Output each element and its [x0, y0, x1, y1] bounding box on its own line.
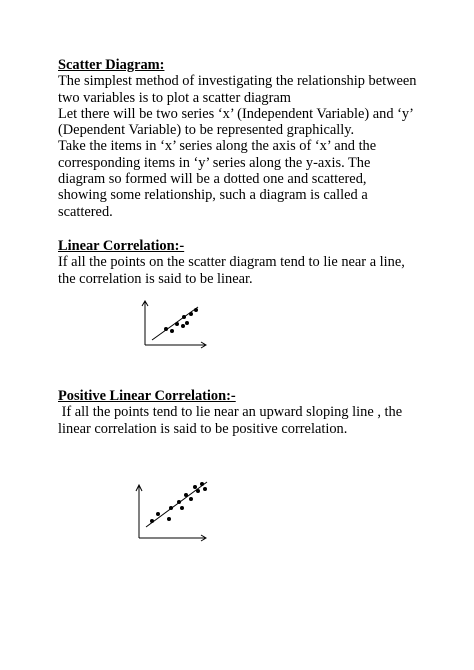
paragraph-line: Take the items in ‘x’ series along the axis of ‘x’ and the	[58, 138, 377, 155]
scatter-diagram-section	[58, 57, 458, 220]
data-point	[150, 519, 154, 523]
data-point	[177, 500, 181, 504]
data-point	[169, 506, 173, 510]
data-point	[189, 497, 193, 501]
data-point	[194, 308, 198, 312]
paragraph-line: The simplest method of investigating the relationship between	[58, 73, 417, 90]
paragraph-line: the correlation is said to be linear.	[58, 270, 253, 287]
paragraph-line: If all the points tend to lie near an upward sloping line , the	[58, 404, 403, 421]
data-point	[175, 322, 179, 326]
paragraph-line: showing some relationship, such a diagram is called a	[58, 187, 368, 204]
data-point	[200, 482, 204, 486]
trend-line	[146, 482, 207, 527]
data-point	[181, 324, 185, 328]
paragraph-line: If all the points on the scatter diagram tend to lie near a line,	[58, 254, 405, 271]
data-point	[193, 485, 197, 489]
data-point	[196, 489, 200, 493]
positive-linear-correlation-heading: Positive Linear Correlation:-	[58, 388, 236, 404]
data-point	[170, 329, 174, 333]
scatter-diagram-heading: Scatter Diagram:	[58, 57, 165, 73]
linear-correlation-heading: Linear Correlation:-	[58, 238, 185, 254]
data-point	[189, 312, 193, 316]
linear-correlation-section	[58, 238, 458, 287]
paragraph-line: scattered.	[58, 203, 113, 220]
data-point	[203, 487, 207, 491]
paragraph-line: Let there will be two series ‘x’ (Independent Variable) and ‘y’	[58, 105, 414, 122]
paragraph-line: two variables is to plot a scatter diagram	[58, 89, 291, 106]
x-axis-arrowhead	[201, 342, 206, 348]
trend-line	[152, 307, 198, 340]
positive-linear-correlation-section	[58, 388, 458, 437]
data-point	[156, 512, 160, 516]
paragraph-line: (Dependent Variable) to be represented graphically.	[58, 122, 355, 139]
y-axis-arrowhead	[142, 301, 148, 306]
x-axis-arrowhead	[201, 535, 206, 541]
data-point	[167, 517, 171, 521]
paragraph-line: linear correlation is said to be positive correlation.	[58, 420, 348, 437]
data-point	[164, 327, 168, 331]
data-point	[185, 321, 189, 325]
y-axis-arrowhead	[136, 485, 142, 491]
paragraph-line: diagram so formed will be a dotted one and scattered,	[58, 171, 367, 188]
data-point	[180, 506, 184, 510]
data-point	[184, 493, 188, 497]
data-point	[182, 315, 186, 319]
paragraph-line: corresponding items in ‘y’ series along the y-axis. The	[58, 154, 371, 171]
